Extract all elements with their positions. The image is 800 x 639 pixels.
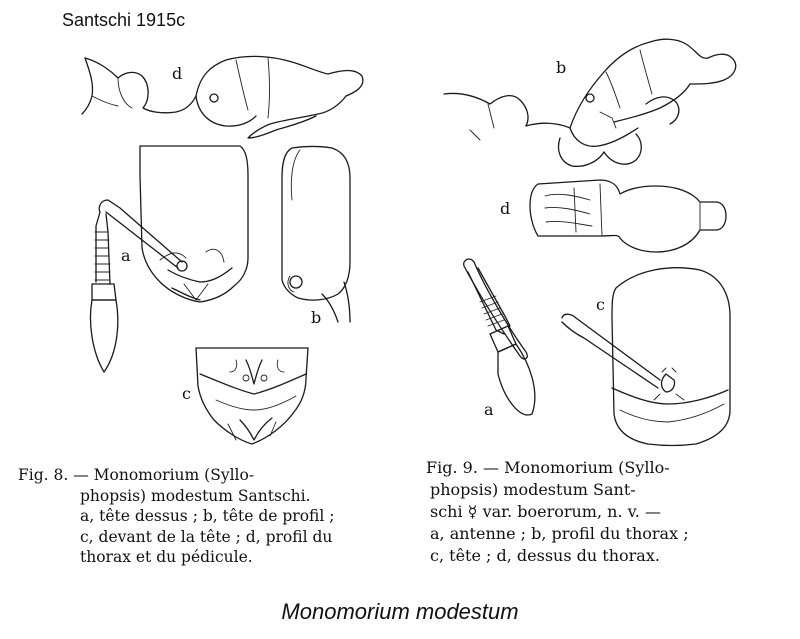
- species-title: Monomorium modestum: [281, 599, 519, 624]
- fig8-label-b: b: [311, 308, 322, 327]
- fig8-label-d: d: [172, 64, 183, 83]
- citation-header: Santschi 1915c: [62, 10, 186, 30]
- fig8-caption-line-3: a, tête dessus ; b, tête de profil ;: [80, 507, 335, 525]
- fig8-head-dorsal-drawing: [91, 146, 249, 372]
- fig9-head-dorsal-drawing: [562, 268, 730, 446]
- fig8-caption-line-2: phopsis) modestum Santschi.: [80, 486, 311, 505]
- fig9-label-a: a: [484, 400, 494, 419]
- fig9-caption: [426, 457, 689, 567]
- fig9-label-b: b: [556, 58, 567, 77]
- fig8-head-front-drawing: [196, 348, 308, 444]
- fig8-caption-line-4: c, devant de la tête ; d, profil du: [80, 527, 333, 546]
- fig9-antenna-drawing: [464, 259, 535, 415]
- fig8-caption-line-1: Fig. 8. — Monomorium (Syllo-: [18, 466, 255, 484]
- fig9-caption-line-2: phopsis) modestum Sant-: [430, 480, 636, 499]
- fig9-thorax-profile-drawing: [444, 39, 736, 166]
- fig8-thorax-profile-drawing: [82, 56, 363, 138]
- fig9-label-d: d: [500, 199, 511, 218]
- fig9-thorax-dorsal-drawing: [530, 180, 726, 252]
- fig9-caption-line-4: a, antenne ; b, profil du thorax ;: [430, 524, 689, 543]
- fig9-caption-line-3: schi ☿ var. boerorum, n. v. —: [430, 502, 661, 521]
- fig8-label-c: c: [182, 384, 191, 403]
- fig8-label-a: a: [121, 246, 131, 265]
- fig8-head-profile-drawing: [282, 147, 350, 323]
- fig8-caption: [18, 465, 334, 568]
- fig9-caption-line-5: c, tête ; d, dessus du thorax.: [430, 546, 660, 565]
- fig9-label-c: c: [596, 295, 605, 314]
- fig9-caption-line-1: Fig. 9. — Monomorium (Syllo-: [426, 458, 670, 477]
- fig8-caption-line-5: thorax et du pédicule.: [80, 548, 253, 566]
